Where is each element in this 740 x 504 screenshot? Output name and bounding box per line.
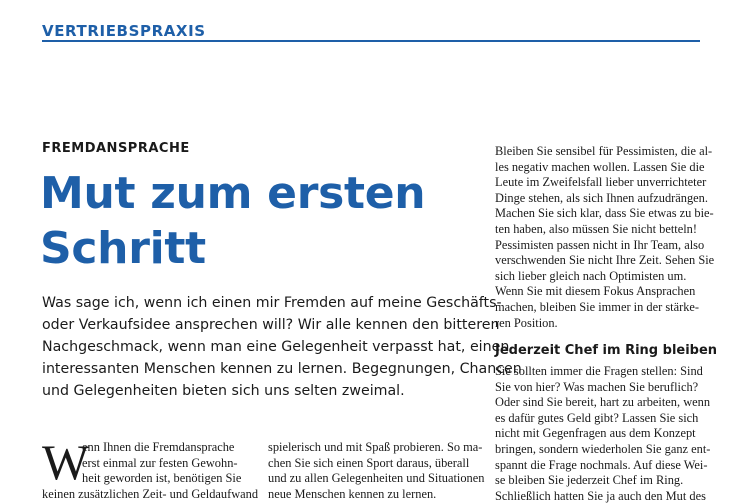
body-line: spannt die Frage nochmals. Auf diese Wei-: [495, 457, 708, 472]
body-line: spielerisch und mit Spaß probieren. So ma-: [268, 440, 483, 454]
body-line: Bleiben Sie sensibel für Pessimisten, die al-: [495, 144, 713, 158]
article-kicker: FREMDANSPRACHE: [42, 141, 190, 156]
body-line: nicht mit Gegenfragen aus dem Konzept: [495, 426, 696, 441]
body-column-right-top: [495, 144, 715, 331]
section-subheading: Jederzeit Chef im Ring bleiben: [495, 343, 718, 358]
headline-line: Mut zum ersten: [40, 168, 426, 219]
body-column-left: [42, 434, 259, 502]
body-line: neue Menschen kennen zu lernen.: [268, 486, 437, 501]
lead-line: interessanten Menschen kennen zu lernen. Begegnungen, Chancen: [42, 361, 522, 377]
body-line: ten haben, also müssen Sie nicht betteln!: [495, 221, 697, 236]
body-line: Machen Sie sich klar, dass Sie etwas zu bie-: [495, 206, 714, 221]
body-line: Dinge stehen, als sich Ihnen aufzudrängen.: [495, 190, 708, 205]
header-rule: [42, 40, 700, 42]
body-line: machen, bleiben Sie immer in der stärke-: [495, 299, 700, 314]
body-line: chen Sie sich einen Sport daraus, überall: [268, 455, 470, 470]
body-line: heit geworden ist, benötigen Sie: [82, 471, 242, 486]
lead-line: Nachgeschmack, wenn man eine Gelegenheit verpasst hat, einen: [42, 339, 510, 355]
body-column-right-bottom: [495, 364, 711, 504]
body-line: es dafür gutes Geld gibt? Lassen Sie sich: [495, 410, 699, 425]
body-line: se bleiben Sie jederzeit Chef im Ring.: [495, 473, 684, 488]
lead-line: und Gelegenheiten bieten sich uns selten zweimal.: [42, 383, 405, 399]
body-line: Leute im Zweifelsfall lieber unverrichteter: [495, 175, 707, 190]
body-column-middle: [268, 440, 485, 502]
section-header: VERTRIEBSPRAXIS: [42, 22, 206, 40]
body-line: verschwenden Sie nicht Ihre Zeit. Sehen Sie: [495, 253, 715, 268]
body-line: ren Position.: [495, 315, 558, 330]
body-line: enn Ihnen die Fremdansprache: [82, 440, 235, 454]
drop-cap: W: [42, 434, 90, 490]
body-line: Sie sollten immer die Fragen stellen: Sind: [495, 364, 703, 378]
body-line: Wenn Sie mit diesem Fokus Ansprachen: [495, 284, 696, 299]
body-line: Sie von hier? Was machen Sie beruflich?: [495, 379, 699, 394]
lead-line: oder Verkaufsidee ansprechen will? Wir alle kennen den bitteren: [42, 317, 500, 333]
lead-line: Was sage ich, wenn ich einen mir Fremden auf meine Geschäfts-: [42, 295, 502, 311]
body-line: les negativ machen wollen. Lassen Sie die: [495, 159, 705, 174]
body-line: Schließlich hatten Sie ja auch den Mut des: [495, 488, 706, 503]
article-headline: [40, 166, 460, 276]
body-line: und zu allen Gelegenheiten und Situationen: [268, 471, 485, 486]
article-lead: [42, 292, 522, 402]
headline-line: Schritt: [40, 223, 206, 274]
body-line: Oder sind Sie bereit, hart zu arbeiten, wenn: [495, 395, 711, 410]
body-line: keinen zusätzlichen Zeit- und Geldaufwand: [42, 486, 259, 501]
body-line: erst einmal zur festen Gewohn-: [82, 455, 238, 470]
body-line: sich lieber gleich nach Optimisten um.: [495, 268, 687, 283]
body-line: bringen, sondern wiederholen Sie ganz ent-: [495, 441, 711, 456]
body-line: Pessimisten passen nicht in Ihr Team, also: [495, 237, 705, 252]
